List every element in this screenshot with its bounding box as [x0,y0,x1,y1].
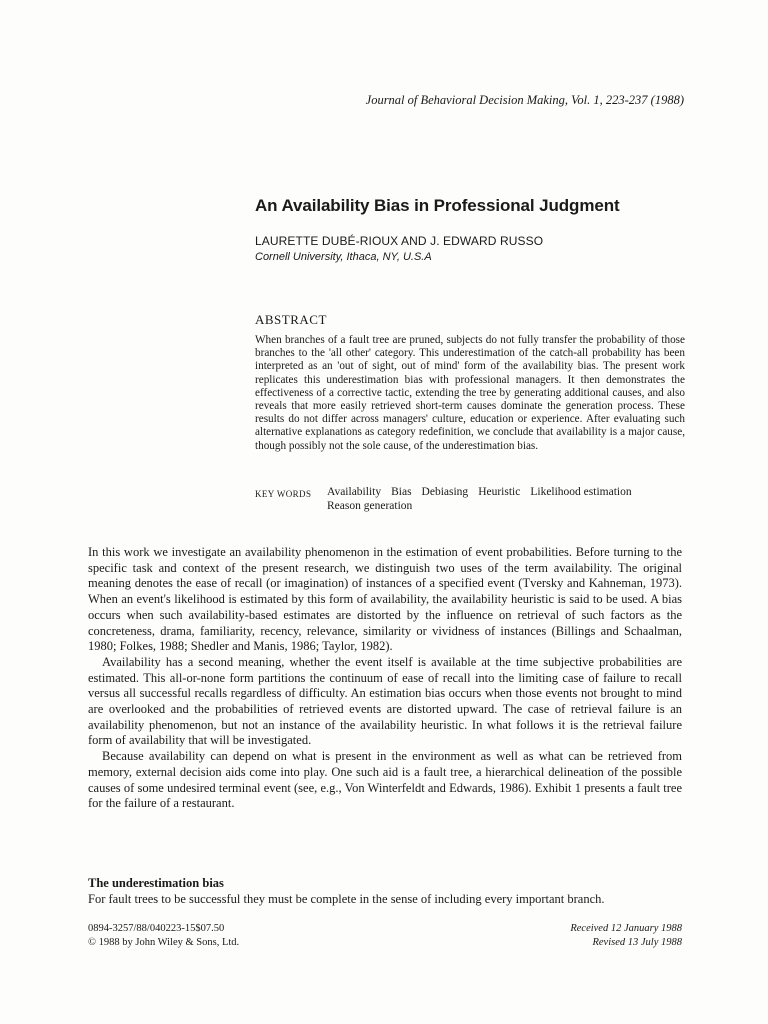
article-title: An Availability Bias in Professional Judgment [255,196,620,215]
section-text: For fault trees to be successful they must be complete in the sense of including every important branch. [88,892,605,906]
keyword-item: Likelihood estimation [530,486,632,498]
body-paragraph: Because availability can depend on what is present in the environment as well as what can be retrieved from memory, external decision aids come into play. One such aid is a fault tree, a hierarchical delineation of the possible causes of some undesired terminal event (see, e.g., Von Winterfeldt and Edwards, 1986). Exhibit 1 presents a fault tree for the failure of a restaurant. [88,749,682,811]
keyword-item: Debiasing [421,486,469,498]
footer-copyright: © 1988 by John Wiley & Sons, Ltd. [88,937,240,948]
body-paragraph: Availability has a second meaning, whether the event itself is available at the time subjective probabilities are estimated. This all-or-none form partitions the continuum of ease of recall into the limiting case of failure to recall versus all successful recalls regardless of difficulty. An estimation bias occurs when those events not brought to mind are overlooked and the probabilities of retrieved events are distorted upward. The case of retrieval failure is an availability phenomenon, but not an instance of the availability heuristic. In what follows it is the retrieval failure form of availability that will be investigated. [88,654,682,748]
body-text [88,545,682,812]
journal-citation: Journal of Behavioral Decision Making, Vol. 1, 223-237 (1988) [365,93,684,107]
footer-publication-info [88,922,239,950]
abstract-text: When branches of a fault tree are pruned, subjects do not fully transfer the probability of those branches to the 'all other' category. This underestimation of the catch-all probability has been interpreted as an 'out of sight, out of mind' form of the availability bias. The present work replicates this underestimation bias with professional managers. It then demonstrates the effectiveness of a corrective tactic, extending the tree by generating additional causes, and also reveals that more easily retrieved short-term causes dominate the generation process. These results do not differ across managers' culture, education or experience. After evaluating such alternative explanations as category redefinition, we conclude that availability is a major cause, though possibly not the sole cause, of the underestimation bias. [255,334,685,452]
body-paragraph: In this work we investigate an availability phenomenon in the estimation of event probabilities. Before turning to the specific task and context of the present research, we distinguish two uses of the term availability. The original meaning denotes the ease of recall (or imagination) of instances of a specified event (Tversky and Kahneman, 1973). When an event's likelihood is estimated by this form of availability, the availability heuristic is said to be used. A bias occurs when such availability-based estimates are distorted by the influence on retrieval of such factors as the concreteness, drama, familiarity, recency, relevance, similarity or vividness of instances (Billings and Schaalman, 1980; Folkes, 1988; Shedler and Manis, 1986; Taylor, 1982). [88,545,682,654]
abstract-heading: ABSTRACT [255,312,327,327]
keyword-item: Bias [391,486,412,498]
keywords-block [255,485,685,513]
keywords-label: KEY WORDS [255,489,312,499]
footer-dates [570,922,682,950]
article-authors: LAURETTE DUBÉ-RIOUX AND J. EDWARD RUSSO [255,234,544,248]
received-date: Received 12 January 1988 [570,923,682,934]
author-affiliation: Cornell University, Ithaca, NY, U.S.A [255,251,432,263]
keyword-item: Heuristic [478,486,521,498]
keyword-item: Availability [327,486,382,498]
keyword-item: Reason generation [327,500,413,512]
revised-date: Revised 13 July 1988 [592,937,682,948]
footer-code: 0894-3257/88/040223-15$07.50 [88,923,225,934]
keywords-list [327,485,685,513]
section-heading: The underestimation bias [88,876,224,890]
